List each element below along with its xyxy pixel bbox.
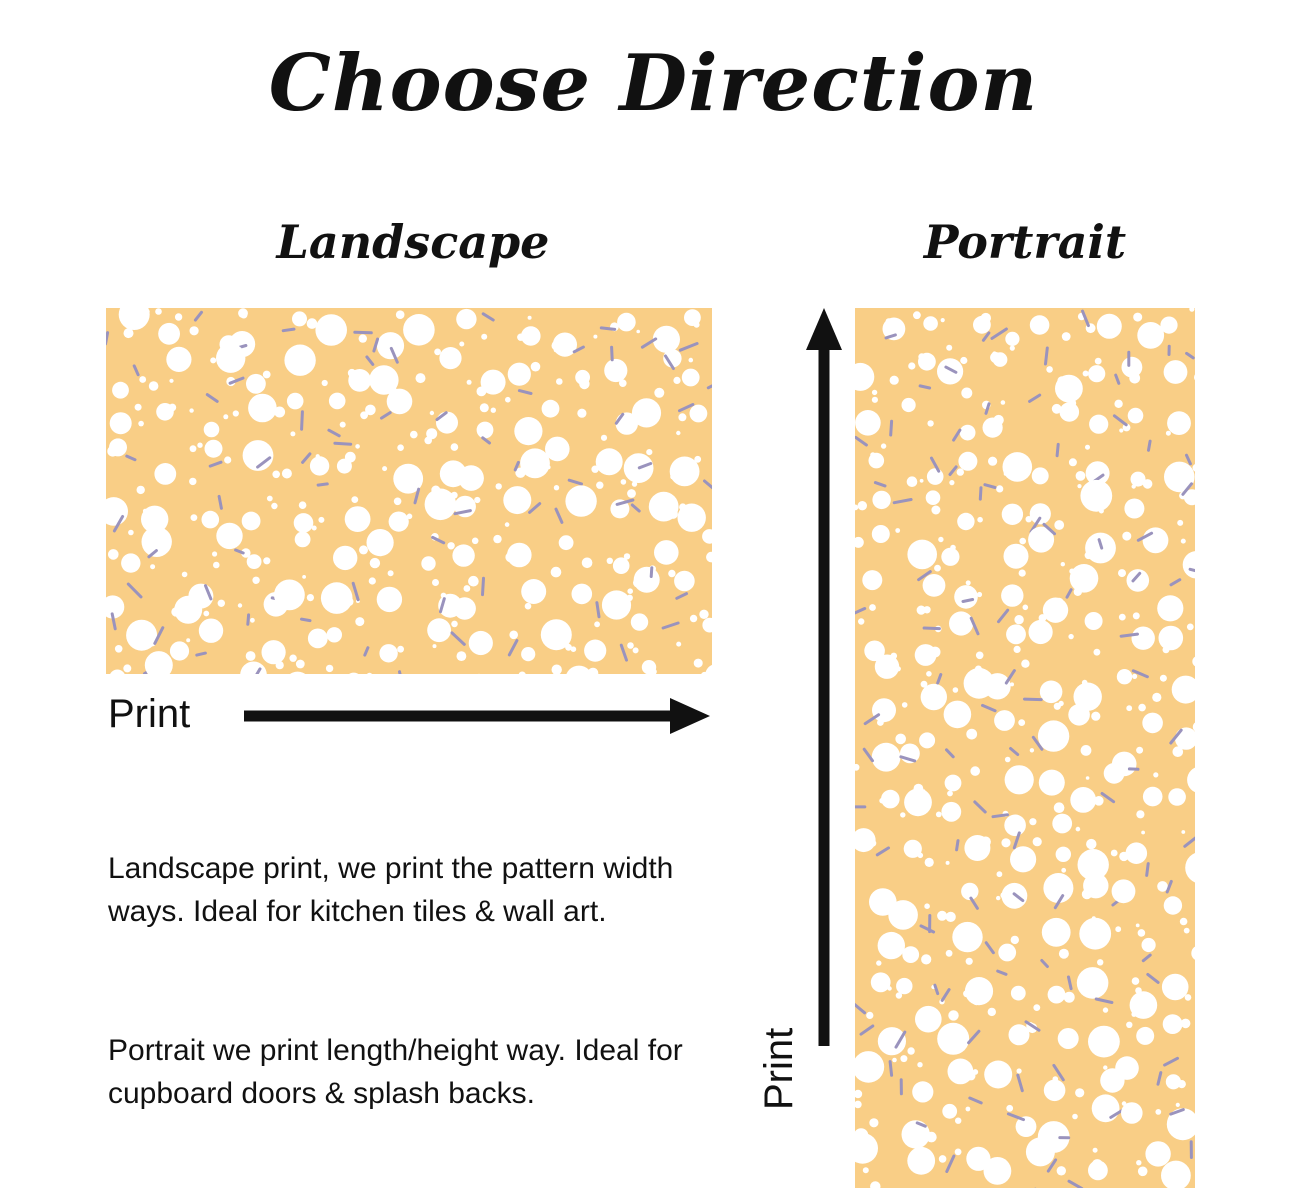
arrow-up-icon xyxy=(800,308,848,1050)
arrow-right-icon xyxy=(240,694,710,738)
landscape-pattern-swatch xyxy=(106,308,712,674)
portrait-heading: Portrait xyxy=(923,215,1127,269)
landscape-description: Landscape print, we print the pattern width ways. Ideal for kitchen tiles & wall art. xyxy=(108,852,674,928)
landscape-heading: Landscape xyxy=(276,215,550,269)
portrait-pattern-swatch xyxy=(855,308,1195,1188)
page-title: Choose Direction xyxy=(268,38,1039,129)
portrait-print-label: Print xyxy=(757,1027,801,1110)
landscape-print-label: Print xyxy=(108,692,191,736)
portrait-description: Portrait we print length/height way. Ideal for cupboard doors & splash backs. xyxy=(108,1034,683,1110)
